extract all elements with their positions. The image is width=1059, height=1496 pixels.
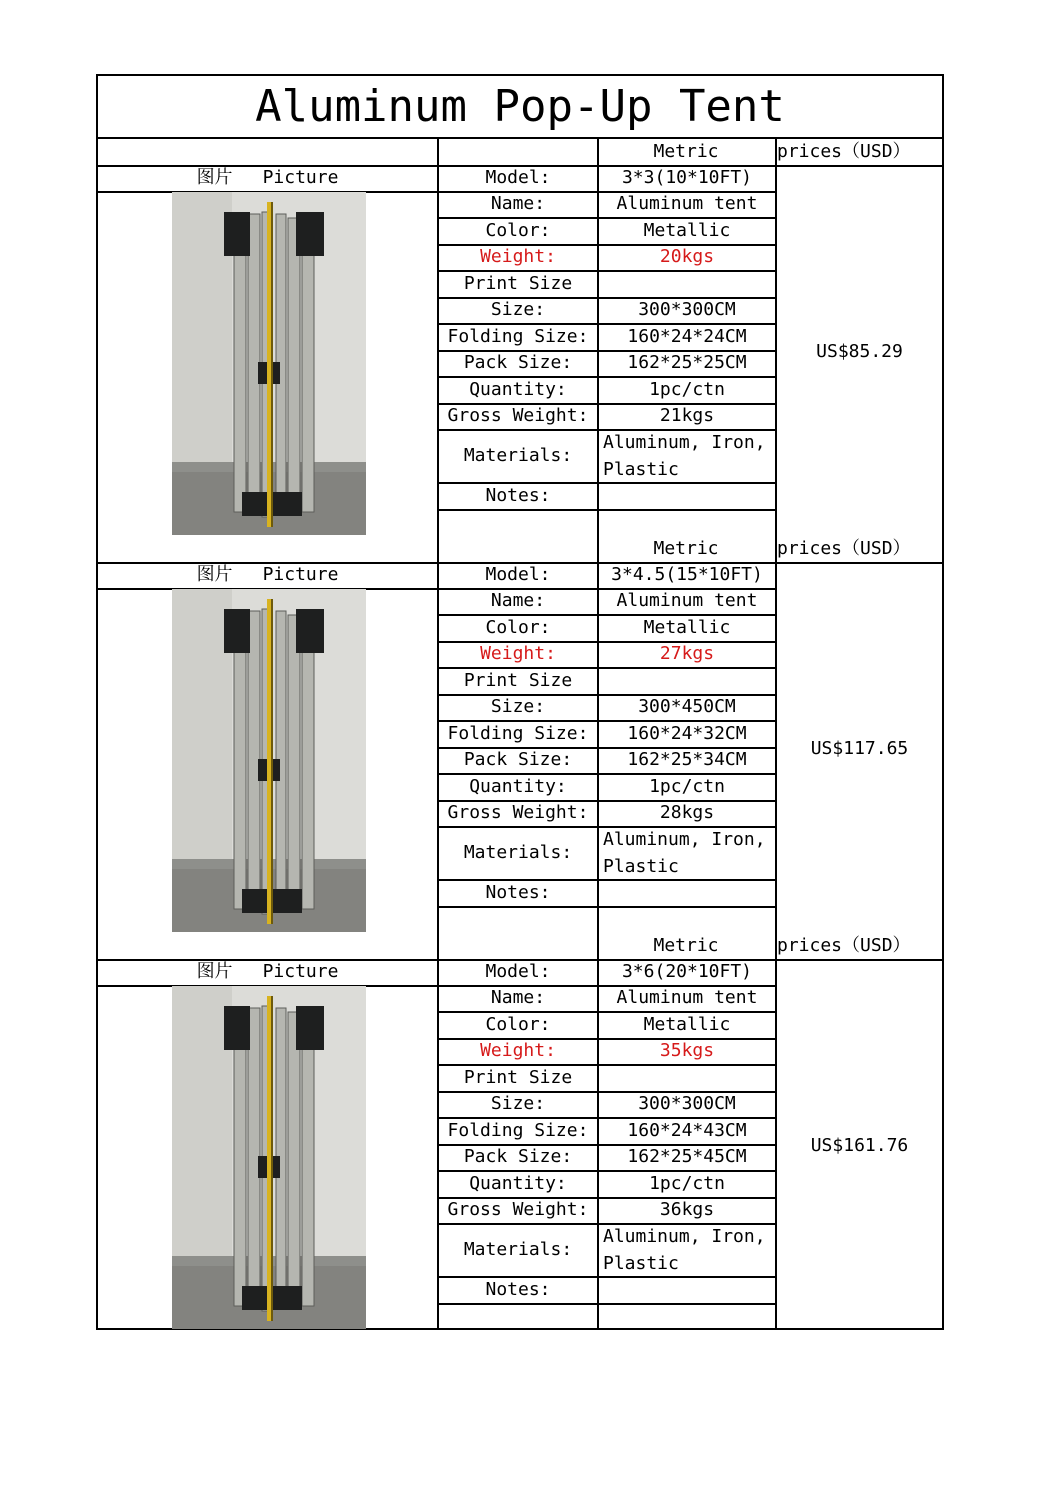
picture-label-cn: 图片	[196, 961, 233, 982]
materials-label: Materials:	[463, 1238, 573, 1260]
picture-label	[98, 562, 437, 588]
size-label: Size:	[490, 696, 546, 717]
size-value: 300*300CM	[638, 299, 736, 320]
quantity-label: Quantity:	[469, 775, 567, 797]
notes-value	[599, 879, 775, 906]
tent-frame-photo	[172, 589, 366, 932]
materials-label: Materials:	[463, 444, 573, 466]
model-value: 3*4.5(15*10FT)	[611, 564, 763, 585]
size-label: Size:	[490, 1093, 546, 1114]
color-value: Metallic	[643, 1013, 731, 1035]
weight-label: Weight:	[480, 1040, 556, 1061]
name-label: Name:	[490, 193, 546, 214]
notes-label: Notes:	[485, 881, 551, 903]
gross-weight-label: Gross Weight:	[447, 405, 589, 426]
metric-header: Metric	[653, 935, 719, 956]
notes-value	[599, 482, 775, 509]
folding-size-value: 160*24*32CM	[627, 722, 747, 744]
model-value: 3*3(10*10FT)	[621, 167, 753, 188]
materials-value: Aluminum, Iron, Plastic	[603, 829, 766, 877]
prices-header: prices（USD）	[777, 538, 911, 559]
model-value: 3*6(20*10FT)	[621, 961, 753, 982]
weight-value: 20kgs	[659, 246, 715, 267]
name-label: Name:	[490, 987, 546, 1008]
print-size-label: Print Size	[463, 272, 573, 294]
picture-label-cn: 图片	[196, 167, 233, 188]
print-size-value	[599, 1064, 775, 1091]
spec-sheet	[96, 74, 944, 1330]
folding-size-value: 160*24*24CM	[627, 325, 747, 347]
color-value: Metallic	[643, 616, 731, 638]
notes-value	[599, 1276, 775, 1303]
name-value: Aluminum tent	[616, 193, 758, 214]
folding-size-label: Folding Size:	[447, 1119, 589, 1141]
name-label: Name:	[490, 590, 546, 611]
color-label: Color:	[485, 616, 551, 638]
picture-label-cn: 图片	[196, 564, 233, 585]
picture-label-en: Picture	[262, 961, 339, 982]
color-label: Color:	[485, 1013, 551, 1035]
materials-label: Materials:	[463, 841, 573, 863]
folding-size-value: 160*24*43CM	[627, 1119, 747, 1141]
size-value: 300*450CM	[638, 696, 736, 717]
tent-frame-photo	[172, 986, 366, 1329]
product-block-2	[98, 536, 942, 933]
quantity-value: 1pc/ctn	[649, 775, 725, 797]
price-value: US$85.29	[816, 340, 903, 362]
metric-header: Metric	[653, 538, 719, 559]
tent-frame-photo	[172, 192, 366, 535]
pack-size-label: Pack Size:	[463, 1146, 573, 1167]
gross-weight-label: Gross Weight:	[447, 802, 589, 823]
print-size-value	[599, 667, 775, 694]
model-label: Model:	[485, 167, 551, 188]
weight-label: Weight:	[480, 643, 556, 664]
folding-size-label: Folding Size:	[447, 722, 589, 744]
size-value: 300*300CM	[638, 1093, 736, 1114]
model-label: Model:	[485, 961, 551, 982]
prices-header: prices（USD）	[777, 935, 911, 956]
sheet-title: Aluminum Pop-Up Tent	[98, 76, 942, 139]
gross-weight-label: Gross Weight:	[447, 1199, 589, 1220]
picture-label-en: Picture	[262, 167, 339, 188]
weight-label: Weight:	[480, 246, 556, 267]
color-value: Metallic	[643, 219, 731, 241]
model-label: Model:	[485, 564, 551, 585]
pack-size-label: Pack Size:	[463, 749, 573, 770]
notes-label: Notes:	[485, 484, 551, 506]
picture-label-en: Picture	[262, 564, 339, 585]
materials-value: Aluminum, Iron, Plastic	[603, 1226, 766, 1274]
pack-size-value: 162*25*25CM	[627, 352, 747, 373]
weight-value: 27kgs	[659, 643, 715, 664]
folded-tent-frame-photo-icon	[172, 986, 366, 1329]
prices-header: prices（USD）	[777, 141, 911, 162]
gross-weight-value: 21kgs	[659, 405, 715, 426]
pack-size-value: 162*25*45CM	[627, 1146, 747, 1167]
quantity-label: Quantity:	[469, 1172, 567, 1194]
name-value: Aluminum tent	[616, 987, 758, 1008]
quantity-value: 1pc/ctn	[649, 378, 725, 400]
gross-weight-value: 36kgs	[659, 1199, 715, 1220]
print-size-value	[599, 270, 775, 297]
picture-label	[98, 165, 437, 191]
price-value: US$161.76	[810, 1134, 909, 1156]
print-size-label: Print Size	[463, 669, 573, 691]
quantity-value: 1pc/ctn	[649, 1172, 725, 1194]
size-label: Size:	[490, 299, 546, 320]
notes-label: Notes:	[485, 1278, 551, 1300]
product-block-3	[98, 933, 942, 1330]
pack-size-value: 162*25*34CM	[627, 749, 747, 770]
quantity-label: Quantity:	[469, 378, 567, 400]
folded-tent-frame-photo-icon	[172, 192, 366, 535]
materials-value: Aluminum, Iron, Plastic	[603, 432, 766, 480]
price-value: US$117.65	[810, 737, 909, 759]
weight-value: 35kgs	[659, 1040, 715, 1061]
color-label: Color:	[485, 219, 551, 241]
product-block-1	[98, 139, 942, 536]
metric-header: Metric	[653, 141, 719, 162]
print-size-label: Print Size	[463, 1066, 573, 1088]
pack-size-label: Pack Size:	[463, 352, 573, 373]
folding-size-label: Folding Size:	[447, 325, 589, 347]
gross-weight-value: 28kgs	[659, 802, 715, 823]
picture-label	[98, 959, 437, 985]
folded-tent-frame-photo-icon	[172, 589, 366, 932]
name-value: Aluminum tent	[616, 590, 758, 611]
